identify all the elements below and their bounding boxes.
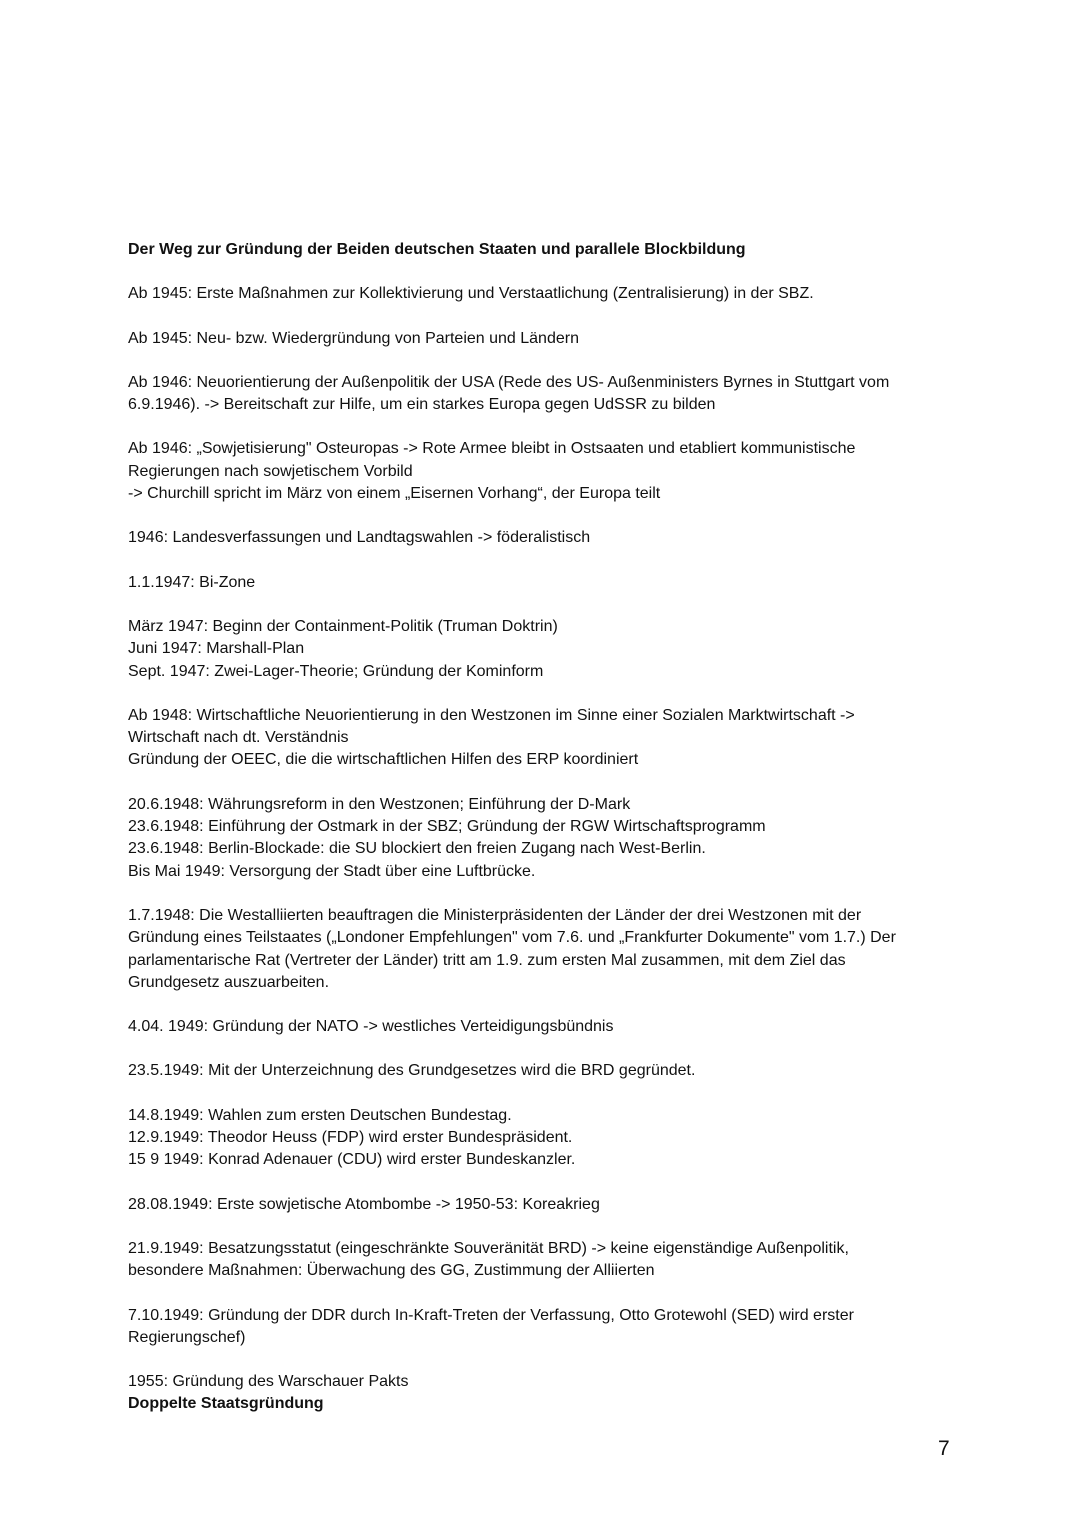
paragraph-line: März 1947: Beginn der Containment-Politik (Truman Doktrin) — [128, 617, 558, 635]
paragraph-line: Gründung der OEEC, die die wirtschaftlichen Hilfen des ERP koordiniert — [128, 751, 639, 769]
paragraph — [128, 328, 948, 350]
paragraph-line: 6.9.1946). -> Bereitschaft zur Hilfe, um ein starkes Europa gegen UdSSR zu bilden — [128, 396, 716, 414]
paragraph-line: besondere Maßnahmen: Überwachung des GG, Zustimmung der Alliierten — [128, 1262, 655, 1280]
paragraph-line: Ab 1946: Neuorientierung der Außenpolitik der USA (Rede des US- Außenministers Byrnes in Stuttgart vom — [128, 373, 890, 391]
paragraph-line: Regierungschef) — [128, 1328, 246, 1346]
paragraph-line: 23.6.1948: Berlin-Blockade: die SU blockiert den freien Zugang nach West-Berlin. — [128, 840, 706, 858]
paragraph-line: 12.9.1949: Theodor Heuss (FDP) wird erster Bundespräsident. — [128, 1129, 573, 1147]
paragraph-line: 23.6.1948: Einführung der Ostmark in der SBZ; Gründung der RGW Wirtschaftsprogramm — [128, 818, 766, 836]
paragraph-line: 7.10.1949: Gründung der DDR durch In-Kraft-Treten der Verfassung, Otto Grotewohl (SED) wird erster — [128, 1306, 854, 1324]
paragraph-line: Grundgesetz auszuarbeiten. — [128, 973, 330, 991]
paragraph-line: Ab 1948: Wirtschaftliche Neuorientierung in den Westzonen im Sinne einer Sozialen Marktwirtschaft -> — [128, 706, 855, 724]
paragraph-line: 1.7.1948: Die Westalliierten beauftragen die Ministerpräsidenten der Länder der drei Westzonen mit der — [128, 906, 862, 924]
paragraph-line: Juni 1947: Marshall-Plan — [128, 640, 305, 658]
paragraph-line: Wirtschaft nach dt. Verständnis — [128, 729, 349, 747]
closing-paragraph — [128, 1371, 948, 1416]
paragraph-line: 1946: Landesverfassungen und Landtagswahlen -> föderalistisch — [128, 529, 591, 547]
paragraph-line: 21.9.1949: Besatzungsstatut (eingeschränkte Souveränität BRD) -> keine eigenständige Außenpolitik, — [128, 1239, 849, 1257]
paragraph — [128, 905, 948, 994]
paragraph — [128, 1060, 948, 1082]
paragraph-line: 1.1.1947: Bi-Zone — [128, 573, 256, 591]
paragraph — [128, 616, 948, 683]
paragraph — [128, 572, 948, 594]
paragraph — [128, 794, 948, 883]
paragraph — [128, 1194, 948, 1216]
paragraph-line: 14.8.1949: Wahlen zum ersten Deutschen Bundestag. — [128, 1106, 512, 1124]
paragraph-line: Ab 1945: Neu- bzw. Wiedergründung von Parteien und Ländern — [128, 329, 579, 347]
paragraph-line: Sept. 1947: Zwei-Lager-Theorie; Gründung der Kominform — [128, 662, 544, 680]
paragraph-line: Regierungen nach sowjetischem Vorbild — [128, 462, 413, 480]
paragraph-line: Bis Mai 1949: Versorgung der Stadt über eine Luftbrücke. — [128, 862, 536, 880]
paragraph-list — [128, 283, 948, 1349]
document-content — [128, 239, 948, 1438]
paragraph — [128, 1105, 948, 1172]
paragraph-line: Ab 1945: Erste Maßnahmen zur Kollektivierung und Verstaatlichung (Zentralisierung) in der SBZ. — [128, 285, 814, 303]
closing-line: 1955: Gründung des Warschauer Pakts — [128, 1373, 409, 1391]
page-number: 7 — [938, 1437, 950, 1460]
closing-bold-line: Doppelte Staatsgründung — [128, 1395, 324, 1413]
paragraph-line: 28.08.1949: Erste sowjetische Atombombe -> 1950-53: Koreakrieg — [128, 1195, 600, 1213]
paragraph-line: 4.04. 1949: Gründung der NATO -> westliches Verteidigungsbündnis — [128, 1018, 614, 1036]
paragraph — [128, 705, 948, 772]
paragraph — [128, 283, 948, 305]
paragraph — [128, 1238, 948, 1283]
paragraph-line: 15 9 1949: Konrad Adenauer (CDU) wird erster Bundeskanzler. — [128, 1151, 576, 1169]
paragraph-line: Gründung eines Teilstaates („Londoner Empfehlungen" vom 7.6. und „Frankfurter Dokumente" vom 1.7.) Der — [128, 929, 896, 947]
paragraph — [128, 527, 948, 549]
paragraph-line: 23.5.1949: Mit der Unterzeichnung des Grundgesetzes wird die BRD gegründet. — [128, 1062, 696, 1080]
paragraph-line: 20.6.1948: Währungsreform in den Westzonen; Einführung der D-Mark — [128, 795, 631, 813]
paragraph — [128, 1016, 948, 1038]
paragraph-line: parlamentarische Rat (Vertreter der Länder) tritt am 1.9. zum ersten Mal zusammen, mit dem Ziel das — [128, 951, 846, 969]
paragraph-line: Ab 1946: „Sowjetisierung" Osteuropas -> Rote Armee bleibt in Ostsaaten und etabliert kommunistische — [128, 440, 856, 458]
paragraph-line: -> Churchill spricht im März von einem „Eisernen Vorhang“, der Europa teilt — [128, 485, 661, 503]
paragraph — [128, 438, 948, 505]
document-title: Der Weg zur Gründung der Beiden deutschen Staaten und parallele Blockbildung — [128, 241, 746, 258]
paragraph — [128, 372, 948, 417]
paragraph — [128, 1305, 948, 1350]
